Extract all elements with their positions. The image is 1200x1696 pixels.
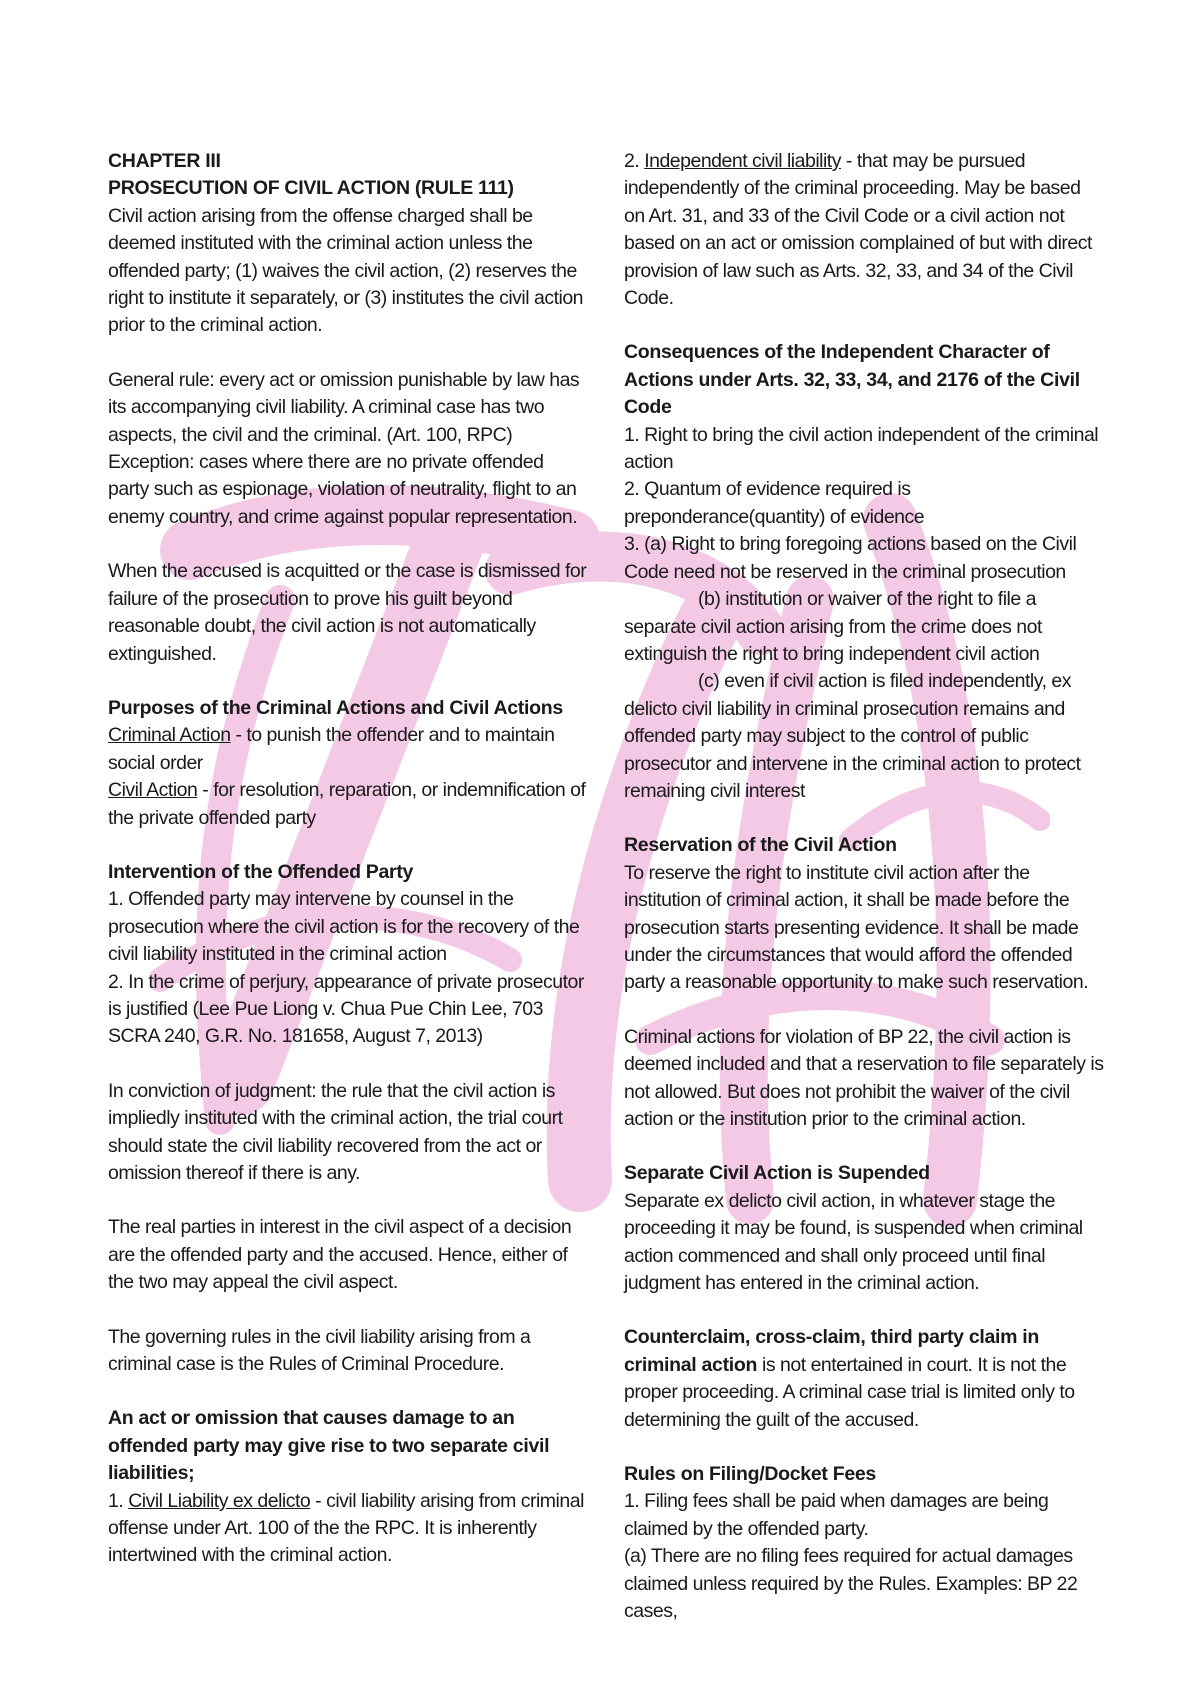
- criminal-action-item: [108, 722, 588, 777]
- exception: Exception: cases where there are no private offended party such as espionage, violation of neutrality, flight to an enemy country, and crime against popular representation.: [108, 451, 578, 528]
- independent-item: [624, 148, 1104, 312]
- intervention-heading: Intervention of the Offended Party: [108, 860, 414, 883]
- purposes-heading: Purposes of the Criminal Actions and Civil Actions: [108, 696, 563, 719]
- criminal-action-term: Criminal Action: [108, 724, 231, 747]
- chapter-number: CHAPTER III: [108, 150, 221, 172]
- real-parties-paragraph: The real parties in interest in the civil aspect of a decision are the offended party and the accused. Hence, either of the two may appeal the civil aspect.: [108, 1216, 572, 1294]
- left-column: [108, 148, 588, 1570]
- chapter-title: PROSECUTION OF CIVIL ACTION (RULE 111): [108, 177, 514, 200]
- general-rule: General rule: every act or omission punishable by law has its accompanying civil liability. A criminal case has two aspects, the civil and the criminal. (Art. 100, RPC): [108, 368, 580, 446]
- consequences-item-1: 1. Right to bring the civil action independent of the criminal action: [624, 423, 1099, 474]
- consequences-item-3c: [624, 668, 1104, 805]
- filing-item-1a: (a) There are no filing fees required for actual damages claimed unless required by the Rules. Examples: BP 22 cases,: [624, 1545, 1078, 1623]
- independent-number: 2.: [624, 150, 645, 172]
- intervention-item-1: 1. Offended party may intervene by counsel in the prosecution where the civil action is for the recovery of the civil liability instituted in the criminal action: [108, 888, 580, 966]
- intro-paragraph: Civil action arising from the offense charged shall be deemed instituted with the criminal action unless the offended party; (1) waives the civil action, (2) reserves the right to institute it separately, or (3) institutes the civil action prior to the criminal action.: [108, 204, 584, 337]
- right-column: [624, 148, 1104, 1626]
- independent-term: Independent civil liability: [644, 150, 841, 172]
- criminal-action-def: - to punish the offender and to maintain social order: [108, 724, 555, 774]
- bp22-paragraph: Criminal actions for violation of BP 22, the civil action is deemed included and that a reservation to file separately is not allowed. But does not prohibit the waiver of the civil action or the institution prior to the criminal action.: [624, 1025, 1104, 1130]
- intervention-item-2: 2. In the crime of perjury, appearance of private prosecutor is justified (Lee Pue Liong v. Chua Pue Chin Lee, 703 SCRA 240, G.R. No. 181658, August 7, 2013): [108, 970, 584, 1048]
- conviction-paragraph: In conviction of judgment: the rule that the civil action is impliedly instituted with the criminal action, the trial court should state the civil liability recovered from the act or omission thereof if there is any.: [108, 1079, 563, 1184]
- ex-delicto-item: [108, 1488, 588, 1570]
- civil-action-term: Civil Action: [108, 779, 198, 802]
- consequences-item-2: 2. Quantum of evidence required is preponderance(quantity) of evidence: [624, 478, 925, 528]
- counterclaim-heading: Counterclaim, cross-claim, third party claim in criminal action: [624, 1326, 1040, 1376]
- civil-action-item: [108, 777, 588, 832]
- consequences-item-3b: [624, 586, 1104, 668]
- ex-delicto-term: Civil Liability ex delicto: [128, 1489, 311, 1512]
- ex-delicto-def: - civil liability arising from criminal offense under Art. 100 of the the RPC. It is inherently intertwined with the criminal action.: [108, 1489, 584, 1567]
- act-omission-heading: An act or omission that causes damage to an offended party may give rise to two separate civil liabilities;: [108, 1407, 550, 1485]
- independent-def: - that may be pursued independently of the criminal proceeding. May be based on Art. 31, and 33 of the Civil Code or a civil action not based on an act or omission complained of but with direct provision of law such as Arts. 32, 33, and 34 of the Civil Code.: [624, 150, 1092, 310]
- ex-delicto-number: 1.: [108, 1489, 129, 1512]
- reservation-paragraph: To reserve the right to institute civil action after the institution of criminal action, it shall be made before the prosecution starts presenting evidence. It shall be made under the circumstances that would afford the offended party a reasonable opportunity to make such reservation.: [624, 861, 1089, 994]
- consequences-item-3a: 3. (a) Right to bring foregoing actions based on the Civil Code need not be reserved in the criminal prosecution: [624, 533, 1077, 583]
- consequences-3b-text: (b) institution or waiver of the right to file a separate civil action arising from the crime does not extinguish the right to bring independent civil action: [624, 588, 1042, 665]
- consequences-heading: Consequences of the Independent Character of Actions under Arts. 32, 33, 34, and 2176 of the Civil Code: [624, 341, 1080, 419]
- filing-item-1: 1. Filing fees shall be paid when damages are being claimed by the offended party.: [624, 1490, 1049, 1540]
- counterclaim-text: is not entertained in court. It is not the proper proceeding. A criminal case trial is limited only to determining the guilt of the accused.: [624, 1353, 1075, 1431]
- consequences-3c-text: (c) even if civil action is filed independently, ex delicto civil liability in criminal prosecution remains and offended party may subject to the control of public prosecutor and intervene in the criminal action to protect remaining civil interest: [624, 670, 1081, 802]
- acquitted-paragraph: When the accused is acquitted or the case is dismissed for failure of the prosecution to prove his guilt beyond reasonable doubt, the civil action is not automatically extinguished.: [108, 560, 587, 665]
- counterclaim-paragraph: [624, 1324, 1104, 1434]
- separate-civil-paragraph: Separate ex delicto civil action, in whatever stage the proceeding it may be found, is suspended when criminal action commenced and shall only proceed until final judgment has entered in the criminal action.: [624, 1189, 1083, 1295]
- civil-action-def: - for resolution, reparation, or indemnification of the private offended party: [108, 779, 586, 829]
- filing-fees-heading: Rules on Filing/Docket Fees: [624, 1463, 876, 1486]
- separate-civil-heading: Separate Civil Action is Supended: [624, 1162, 930, 1185]
- governing-rules-paragraph: The governing rules in the civil liability arising from a criminal case is the Rules of Criminal Procedure.: [108, 1325, 531, 1376]
- reservation-heading: Reservation of the Civil Action: [624, 834, 897, 857]
